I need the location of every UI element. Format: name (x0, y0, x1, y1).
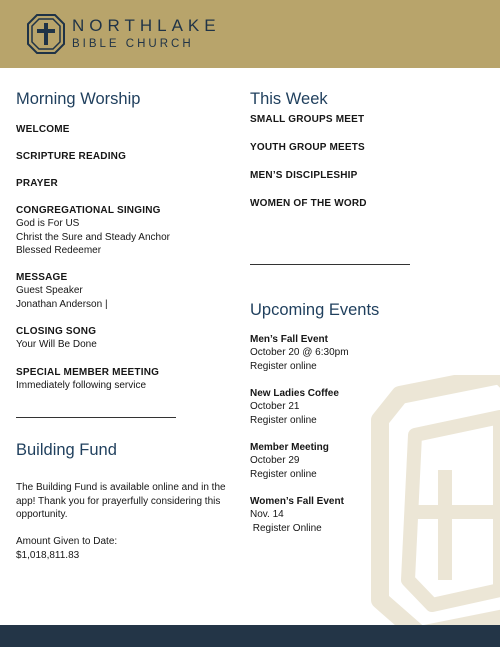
worship-heading: CLOSING SONG (16, 326, 97, 337)
event-item (250, 334, 349, 373)
brand-subtitle: BIBLE CHURCH (72, 38, 194, 50)
header-banner (0, 0, 500, 68)
worship-line: Jonathan Anderson | (16, 298, 108, 310)
worship-item (16, 205, 170, 258)
footer-bar (0, 625, 500, 647)
worship-heading: SCRIPTURE READING (16, 151, 127, 162)
worship-item (16, 326, 97, 352)
event-date: October 20 @ 6:30pm (250, 347, 349, 358)
event-name: Men’s Fall Event (250, 334, 328, 345)
event-name: Member Meeting (250, 442, 329, 453)
this-week-title: This Week (250, 90, 328, 108)
worship-heading: SPECIAL MEMBER MEETING (16, 367, 160, 378)
worship-line: Blessed Redeemer (16, 245, 102, 256)
worship-item (16, 272, 108, 311)
event-action: Register online (250, 414, 317, 426)
section-divider (250, 264, 410, 265)
event-date: October 29 (250, 455, 300, 466)
event-item (250, 388, 339, 427)
building-fund-body: The Building Fund is available online and in the app! Thank you for prayerfully considering this opportunity. (16, 482, 226, 520)
church-logo-icon (27, 14, 65, 54)
worship-heading: PRAYER (16, 178, 58, 189)
amount-label: Amount Given to Date: (16, 536, 118, 547)
event-name: New Ladies Coffee (250, 388, 339, 399)
worship-line: Guest Speaker (16, 285, 83, 296)
event-date: October 21 (250, 401, 300, 412)
building-fund-title: Building Fund (16, 441, 117, 459)
event-name: Women’s Fall Event (250, 496, 344, 507)
worship-item (16, 151, 126, 162)
worship-line: God is For US (16, 218, 80, 229)
worship-line: Your Will Be Done (16, 339, 97, 350)
worship-title: Morning Worship (16, 90, 141, 108)
events-title: Upcoming Events (250, 301, 380, 319)
amount-value: $1,018,811.83 (16, 550, 80, 561)
worship-item (16, 124, 70, 135)
section-divider (16, 417, 176, 418)
this-week-item: SMALL GROUPS MEET (250, 114, 365, 125)
event-item (250, 442, 329, 481)
event-item (250, 496, 344, 535)
worship-line: Christ the Sure and Steady Anchor (16, 231, 170, 243)
worship-line: Immediately following service (16, 380, 147, 391)
this-week-item: MEN’S DISCIPLESHIP (250, 170, 358, 181)
event-action: Register online (250, 468, 317, 480)
logo-watermark-icon (360, 375, 500, 635)
event-action: Register Online (250, 522, 322, 534)
worship-heading: CONGREGATIONAL SINGING (16, 205, 161, 216)
brand-name: NORTHLAKE (72, 16, 221, 35)
event-date: Nov. 14 (250, 509, 284, 520)
this-week-item: YOUTH GROUP MEETS (250, 142, 365, 153)
worship-heading: WELCOME (16, 124, 70, 135)
worship-item (16, 178, 58, 189)
this-week-item: WOMEN OF THE WORD (250, 198, 367, 209)
worship-item (16, 367, 159, 393)
worship-heading: MESSAGE (16, 272, 68, 283)
event-action: Register online (250, 360, 317, 372)
